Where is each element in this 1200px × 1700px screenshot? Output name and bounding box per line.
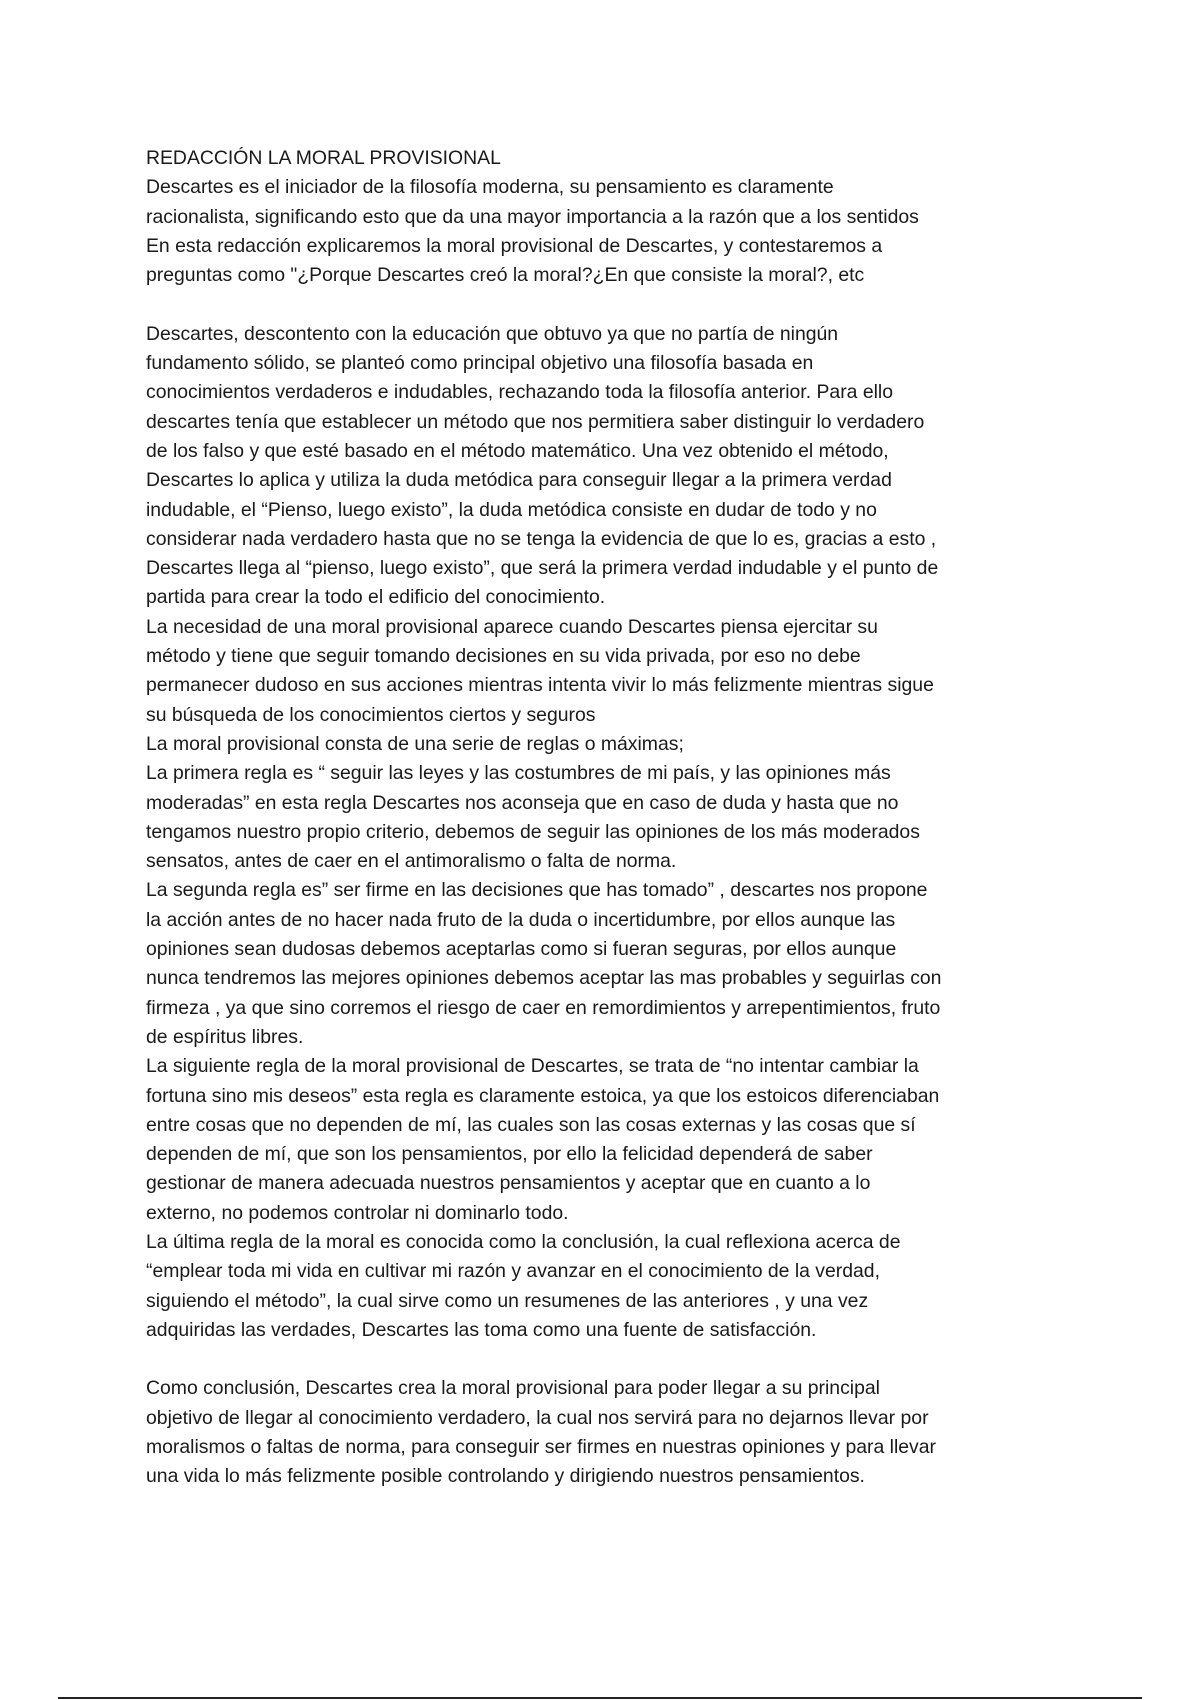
text-line: siguiendo el método”, la cual sirve como un resumenes de las anteriores , y una vez bbox=[146, 1289, 869, 1312]
text-line: objetivo de llegar al conocimiento verdadero, la cual nos servirá para no dejarnos llevar por bbox=[146, 1406, 929, 1429]
text-line: firmeza , ya que sino corremos el riesgo de caer en remordimientos y arrepentimientos, fruto bbox=[146, 996, 941, 1019]
text-line: partida para crear la todo el edificio del conocimiento. bbox=[146, 586, 606, 609]
text-line: fortuna sino mis deseos” esta regla es claramente estoica, ya que los estoicos diferenciaban bbox=[146, 1084, 940, 1107]
text-line: indudable, el “Pienso, luego existo”, la duda metódica consiste en dudar de todo y no bbox=[146, 498, 877, 521]
text-line: La siguiente regla de la moral provisional de Descartes, se trata de “no intentar cambiar la bbox=[146, 1055, 919, 1078]
text-line: opiniones sean dudosas debemos aceptarlas como si fueran seguras, por ellos aunque bbox=[146, 938, 897, 961]
text-line: externo, no podemos controlar ni dominarlo todo. bbox=[146, 1201, 569, 1224]
text-line: moralismos o faltas de norma, para conseguir ser firmes en nuestras opiniones y para llevar bbox=[146, 1436, 936, 1459]
text-line: la acción antes de no hacer nada fruto de la duda o incertidumbre, por ellos aunque las bbox=[146, 908, 896, 931]
text-line: La primera regla es “ seguir las leyes y las costumbres de mi país, y las opiniones más bbox=[146, 762, 891, 785]
text-line: Descartes lo aplica y utiliza la duda metódica para conseguir llegar a la primera verdad bbox=[146, 469, 892, 492]
text-line: fundamento sólido, se planteó como principal objetivo una filosofía basada en bbox=[146, 352, 814, 375]
paragraph-gap bbox=[146, 290, 1076, 319]
paragraph-gap bbox=[146, 1345, 1076, 1374]
text-line: La última regla de la moral es conocida como la conclusión, la cual reflexiona acerca de bbox=[146, 1230, 901, 1253]
text-line: gestionar de manera adecuada nuestros pensamientos y aceptar que en cuanto a lo bbox=[146, 1172, 871, 1195]
text-line: preguntas como "¿Porque Descartes creó la moral?¿En que consiste la moral?, etc bbox=[146, 264, 865, 287]
text-line: La segunda regla es” ser firme en las decisiones que has tomado” , descartes nos propone bbox=[146, 879, 928, 902]
text-line: La moral provisional consta de una serie de reglas o máximas; bbox=[146, 732, 684, 755]
text-line: una vida lo más felizmente posible controlando y dirigiendo nuestros pensamientos. bbox=[146, 1465, 865, 1488]
text-line: Descartes es el iniciador de la filosofía moderna, su pensamiento es claramente bbox=[146, 176, 834, 199]
text-line: tengamos nuestro propio criterio, debemos de seguir las opiniones de los más moderados bbox=[146, 820, 920, 843]
text-line: adquiridas las verdades, Descartes las toma como una fuente de satisfacción. bbox=[146, 1318, 817, 1341]
text-line: permanecer dudoso en sus acciones mientras intenta vivir lo más felizmente mientras sigue bbox=[146, 674, 934, 697]
conclusion-paragraph bbox=[146, 1374, 1076, 1491]
document-title: REDACCIÓN LA MORAL PROVISIONAL bbox=[146, 147, 501, 169]
text-line: “emplear toda mi vida en cultivar mi razón y avanzar en el conocimiento de la verdad, bbox=[146, 1260, 880, 1283]
page-bottom-rule bbox=[58, 1697, 1142, 1699]
text-line: conocimientos verdaderos e indudables, rechazando toda la filosofía anterior. Para ello bbox=[146, 381, 894, 404]
text-line: En esta redacción explicaremos la moral provisional de Descartes, y contestaremos a bbox=[146, 234, 883, 257]
text-line: entre cosas que no dependen de mí, las cuales son las cosas externas y las cosas que sí bbox=[146, 1113, 916, 1136]
text-line: Descartes, descontento con la educación que obtuvo ya que no partía de ningún bbox=[146, 322, 839, 345]
text-line: dependen de mí, que son los pensamientos, por ello la felicidad dependerá de saber bbox=[146, 1143, 873, 1166]
text-line: método y tiene que seguir tomando decisiones en su vida privada, por eso no debe bbox=[146, 645, 861, 668]
text-line: nunca tendremos las mejores opiniones debemos aceptar las mas probables y seguirlas con bbox=[146, 967, 942, 990]
document-page bbox=[146, 144, 1076, 1492]
text-line: Como conclusión, Descartes crea la moral provisional para poder llegar a su principal bbox=[146, 1377, 880, 1400]
text-line: considerar nada verdadero hasta que no se tenga la evidencia de que lo es, gracias a esto , bbox=[146, 527, 937, 550]
text-line: moderadas” en esta regla Descartes nos aconseja que en caso de duda y hasta que no bbox=[146, 791, 899, 814]
text-line: de espíritus libres. bbox=[146, 1025, 304, 1048]
intro-paragraph bbox=[146, 173, 1076, 290]
text-line: racionalista, significando esto que da una mayor importancia a la razón que a los sentidos bbox=[146, 205, 919, 228]
body-paragraph bbox=[146, 320, 1076, 1345]
text-line: Descartes llega al “pienso, luego existo”, que será la primera verdad indudable y el punto de bbox=[146, 557, 939, 580]
text-line: descartes tenía que establecer un método que nos permitiera saber distinguir lo verdadero bbox=[146, 410, 925, 433]
text-line: sensatos, antes de caer en el antimoralismo o falta de norma. bbox=[146, 850, 677, 873]
text-line: de los falso y que esté basado en el método matemático. Una vez obtenido el método, bbox=[146, 439, 889, 462]
text-line: La necesidad de una moral provisional aparece cuando Descartes piensa ejercitar su bbox=[146, 615, 878, 638]
text-line: su búsqueda de los conocimientos ciertos y seguros bbox=[146, 703, 596, 726]
